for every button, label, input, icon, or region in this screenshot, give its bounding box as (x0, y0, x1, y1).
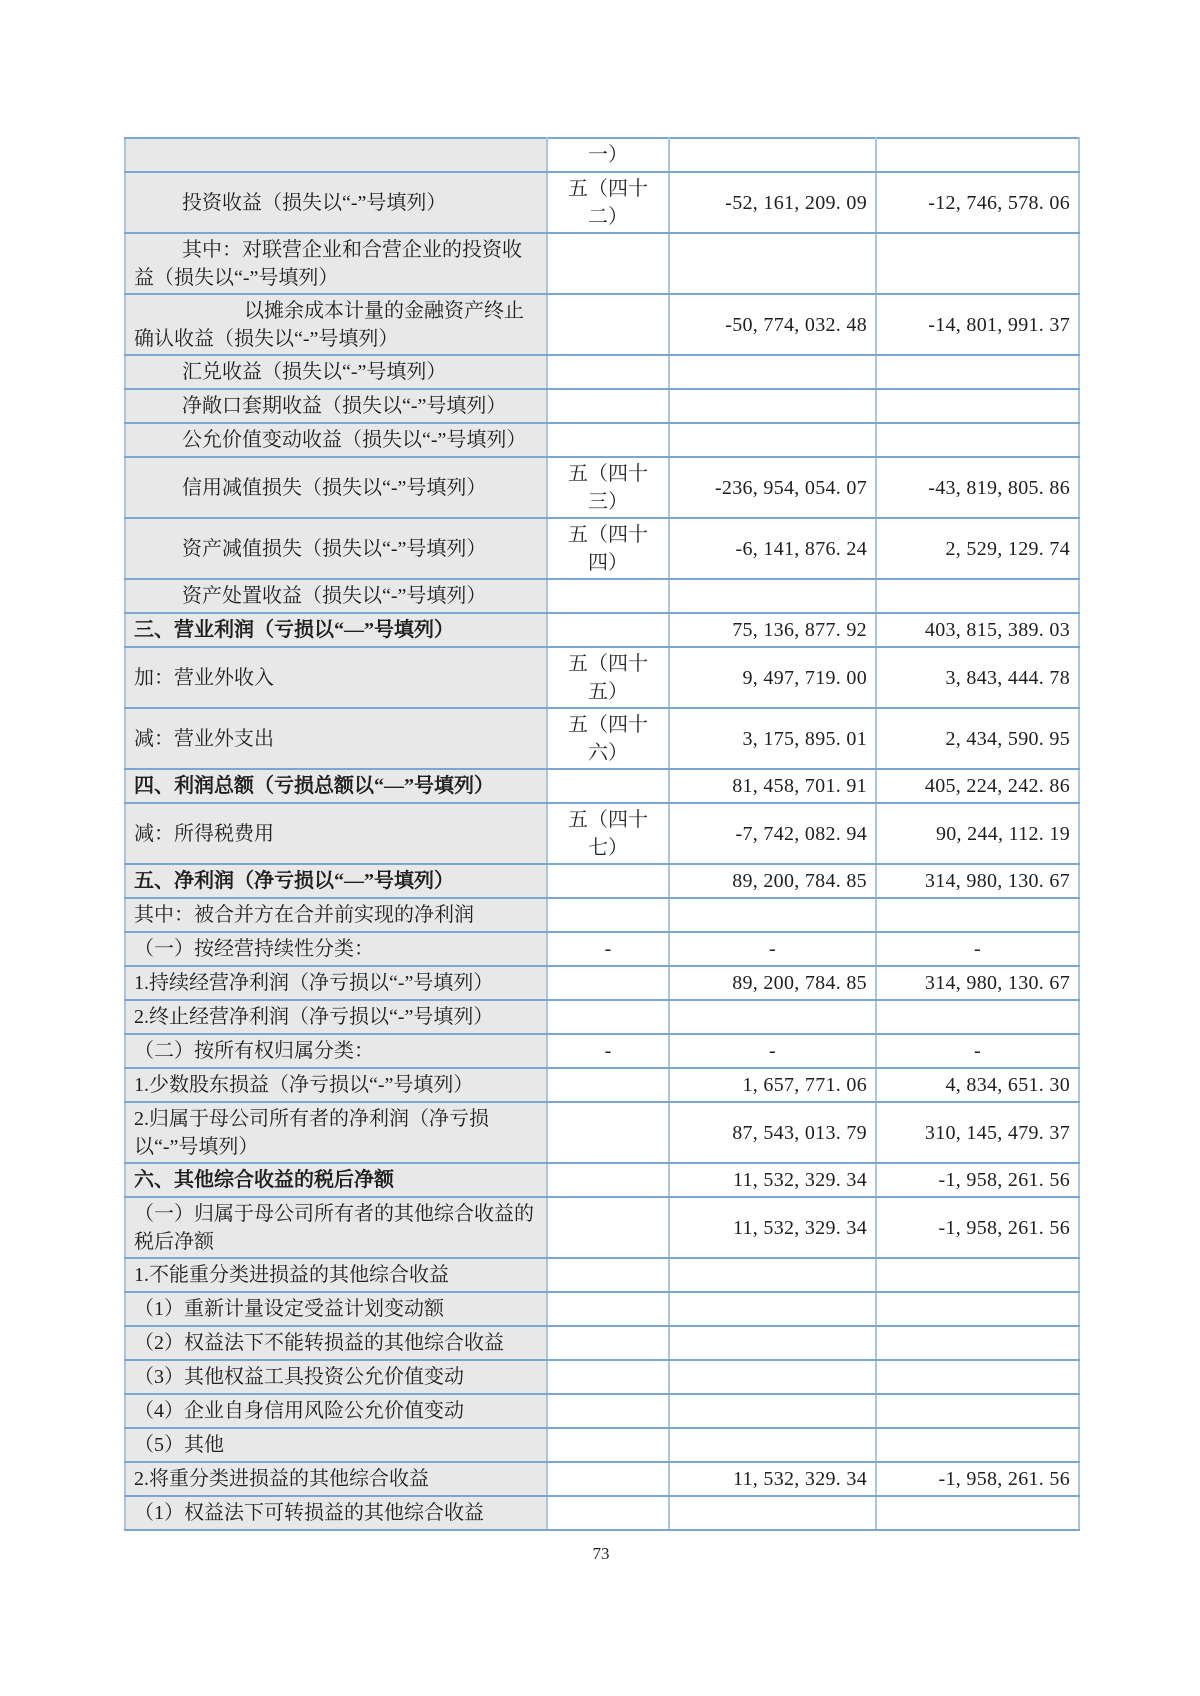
current-period-amount-cell: 11, 532, 329. 34 (669, 1462, 876, 1496)
current-period-amount-cell (669, 1360, 876, 1394)
current-period-amount-cell (669, 355, 876, 389)
prior-period-amount-cell (876, 355, 1079, 389)
prior-period-amount-cell (876, 1258, 1079, 1292)
table-row (125, 233, 1079, 294)
item-label-cell: 以摊余成本计量的金融资产终止确认收益（损失以“-”号填列） (125, 294, 547, 355)
prior-period-amount-cell: 403, 815, 389. 03 (876, 613, 1079, 647)
prior-period-amount-cell: 2, 529, 129. 74 (876, 518, 1079, 579)
note-reference-cell: 五（四十二） (547, 172, 669, 233)
note-reference-cell (547, 1197, 669, 1258)
current-period-amount-cell: 89, 200, 784. 85 (669, 864, 876, 898)
prior-period-amount-cell (876, 389, 1079, 423)
table-row (125, 172, 1079, 233)
table-row (125, 613, 1079, 647)
item-label-cell: （4）企业自身信用风险公允价值变动 (125, 1394, 547, 1428)
prior-period-amount-cell (876, 1496, 1079, 1530)
item-label-cell: （一）按经营持续性分类： (125, 932, 547, 966)
current-period-amount-cell (669, 389, 876, 423)
note-reference-cell (547, 233, 669, 294)
note-reference-cell (547, 769, 669, 803)
note-reference-cell: 五（四十五） (547, 647, 669, 708)
table-row (125, 1000, 1079, 1034)
item-label-cell: 其中：被合并方在合并前实现的净利润 (125, 898, 547, 932)
item-label-cell: 五、净利润（净亏损以“—”号填列） (125, 864, 547, 898)
prior-period-amount-cell: - (876, 1034, 1079, 1068)
item-label-cell: （3）其他权益工具投资公允价值变动 (125, 1360, 547, 1394)
prior-period-amount-cell (876, 1292, 1079, 1326)
table-row (125, 518, 1079, 579)
table-row (125, 1292, 1079, 1326)
note-reference-cell (547, 423, 669, 457)
current-period-amount-cell (669, 1496, 876, 1530)
item-label-cell: （一）归属于母公司所有者的其他综合收益的税后净额 (125, 1197, 547, 1258)
note-reference-cell (547, 1394, 669, 1428)
current-period-amount-cell: 81, 458, 701. 91 (669, 769, 876, 803)
table-row (125, 579, 1079, 613)
table-row (125, 864, 1079, 898)
current-period-amount-cell: 89, 200, 784. 85 (669, 966, 876, 1000)
note-reference-cell (547, 1258, 669, 1292)
note-reference-cell: - (547, 932, 669, 966)
prior-period-amount-cell: 310, 145, 479. 37 (876, 1102, 1079, 1163)
note-reference-cell (547, 1326, 669, 1360)
item-label-cell: 1.少数股东损益（净亏损以“-”号填列） (125, 1068, 547, 1102)
item-label-cell: 减：所得税费用 (125, 803, 547, 864)
table-row (125, 1197, 1079, 1258)
current-period-amount-cell: -52, 161, 209. 09 (669, 172, 876, 233)
prior-period-amount-cell (876, 1428, 1079, 1462)
table-row (125, 138, 1079, 172)
note-reference-cell: - (547, 1034, 669, 1068)
item-label-cell: （1）权益法下可转损益的其他综合收益 (125, 1496, 547, 1530)
current-period-amount-cell: -7, 742, 082. 94 (669, 803, 876, 864)
note-reference-cell: 五（四十四） (547, 518, 669, 579)
item-label-cell: 六、其他综合收益的税后净额 (125, 1163, 547, 1197)
item-label-cell: 加：营业外收入 (125, 647, 547, 708)
table-row (125, 647, 1079, 708)
current-period-amount-cell (669, 1258, 876, 1292)
prior-period-amount-cell (876, 138, 1079, 172)
current-period-amount-cell: -6, 141, 876. 24 (669, 518, 876, 579)
table-row (125, 1258, 1079, 1292)
table-row (125, 898, 1079, 932)
note-reference-cell (547, 389, 669, 423)
note-reference-cell: 一） (547, 138, 669, 172)
item-label-cell: 四、利润总额（亏损总额以“—”号填列） (125, 769, 547, 803)
note-reference-cell (547, 898, 669, 932)
note-reference-cell (547, 1163, 669, 1197)
current-period-amount-cell (669, 233, 876, 294)
note-reference-cell (547, 1000, 669, 1034)
item-label-cell: 净敞口套期收益（损失以“-”号填列） (125, 389, 547, 423)
table-row (125, 1360, 1079, 1394)
current-period-amount-cell (669, 1394, 876, 1428)
note-reference-cell (547, 1068, 669, 1102)
current-period-amount-cell: 75, 136, 877. 92 (669, 613, 876, 647)
item-label-cell: 1.不能重分类进损益的其他综合收益 (125, 1258, 547, 1292)
table-row (125, 1102, 1079, 1163)
table-row (125, 1326, 1079, 1360)
prior-period-amount-cell (876, 233, 1079, 294)
prior-period-amount-cell (876, 1394, 1079, 1428)
current-period-amount-cell: - (669, 1034, 876, 1068)
current-period-amount-cell (669, 1428, 876, 1462)
table-row (125, 932, 1079, 966)
current-period-amount-cell (669, 423, 876, 457)
note-reference-cell (547, 1292, 669, 1326)
current-period-amount-cell: 11, 532, 329. 34 (669, 1197, 876, 1258)
prior-period-amount-cell (876, 579, 1079, 613)
note-reference-cell (547, 1462, 669, 1496)
table-row (125, 1496, 1079, 1530)
prior-period-amount-cell: -14, 801, 991. 37 (876, 294, 1079, 355)
prior-period-amount-cell: 314, 980, 130. 67 (876, 966, 1079, 1000)
current-period-amount-cell (669, 138, 876, 172)
prior-period-amount-cell: -1, 958, 261. 56 (876, 1197, 1079, 1258)
current-period-amount-cell: 1, 657, 771. 06 (669, 1068, 876, 1102)
prior-period-amount-cell (876, 1360, 1079, 1394)
current-period-amount-cell: - (669, 932, 876, 966)
prior-period-amount-cell: - (876, 932, 1079, 966)
current-period-amount-cell (669, 1292, 876, 1326)
prior-period-amount-cell (876, 898, 1079, 932)
note-reference-cell: 五（四十六） (547, 708, 669, 769)
item-label-cell: （1）重新计量设定受益计划变动额 (125, 1292, 547, 1326)
page-number: 73 (592, 1544, 610, 1563)
item-label-cell: 减：营业外支出 (125, 708, 547, 769)
prior-period-amount-cell: 4, 834, 651. 30 (876, 1068, 1079, 1102)
item-label-cell: （5）其他 (125, 1428, 547, 1462)
table-row (125, 294, 1079, 355)
current-period-amount-cell: 9, 497, 719. 00 (669, 647, 876, 708)
current-period-amount-cell: 87, 543, 013. 79 (669, 1102, 876, 1163)
table-row (125, 1068, 1079, 1102)
income-statement-body (125, 138, 1079, 1530)
table-row (125, 1428, 1079, 1462)
item-label-cell: （2）权益法下不能转损益的其他综合收益 (125, 1326, 547, 1360)
prior-period-amount-cell (876, 1326, 1079, 1360)
table-row (125, 423, 1079, 457)
table-row (125, 1394, 1079, 1428)
note-reference-cell (547, 966, 669, 1000)
note-reference-cell (547, 1496, 669, 1530)
note-reference-cell (547, 613, 669, 647)
item-label-cell: 2.归属于母公司所有者的净利润（净亏损以“-”号填列） (125, 1102, 547, 1163)
prior-period-amount-cell: 90, 244, 112. 19 (876, 803, 1079, 864)
document-page (124, 137, 1078, 1564)
item-label-cell: 1.持续经营净利润（净亏损以“-”号填列） (125, 966, 547, 1000)
table-row (125, 708, 1079, 769)
item-label-cell: 2.将重分类进损益的其他综合收益 (125, 1462, 547, 1496)
prior-period-amount-cell: 2, 434, 590. 95 (876, 708, 1079, 769)
current-period-amount-cell (669, 1326, 876, 1360)
current-period-amount-cell: -236, 954, 054. 07 (669, 457, 876, 518)
current-period-amount-cell: 11, 532, 329. 34 (669, 1163, 876, 1197)
item-label-cell: 资产减值损失（损失以“-”号填列） (125, 518, 547, 579)
current-period-amount-cell (669, 579, 876, 613)
prior-period-amount-cell: -12, 746, 578. 06 (876, 172, 1079, 233)
prior-period-amount-cell (876, 1000, 1079, 1034)
note-reference-cell (547, 355, 669, 389)
item-label-cell: （二）按所有权归属分类： (125, 1034, 547, 1068)
item-label-cell: 投资收益（损失以“-”号填列） (125, 172, 547, 233)
item-label-cell (125, 138, 547, 172)
note-reference-cell (547, 1428, 669, 1462)
prior-period-amount-cell: 3, 843, 444. 78 (876, 647, 1079, 708)
prior-period-amount-cell: 314, 980, 130. 67 (876, 864, 1079, 898)
table-row (125, 769, 1079, 803)
item-label-cell: 2.终止经营净利润（净亏损以“-”号填列） (125, 1000, 547, 1034)
current-period-amount-cell (669, 1000, 876, 1034)
table-row (125, 355, 1079, 389)
note-reference-cell (547, 294, 669, 355)
current-period-amount-cell: -50, 774, 032. 48 (669, 294, 876, 355)
note-reference-cell: 五（四十三） (547, 457, 669, 518)
item-label-cell: 信用减值损失（损失以“-”号填列） (125, 457, 547, 518)
item-label-cell: 资产处置收益（损失以“-”号填列） (125, 579, 547, 613)
current-period-amount-cell: 3, 175, 895. 01 (669, 708, 876, 769)
prior-period-amount-cell: -43, 819, 805. 86 (876, 457, 1079, 518)
prior-period-amount-cell: -1, 958, 261. 56 (876, 1462, 1079, 1496)
prior-period-amount-cell: -1, 958, 261. 56 (876, 1163, 1079, 1197)
table-row (125, 966, 1079, 1000)
item-label-cell: 三、营业利润（亏损以“—”号填列） (125, 613, 547, 647)
table-row (125, 457, 1079, 518)
item-label-cell: 其中：对联营企业和合营企业的投资收益（损失以“-”号填列） (125, 233, 547, 294)
note-reference-cell (547, 1360, 669, 1394)
table-row (125, 1034, 1079, 1068)
item-label-cell: 公允价值变动收益（损失以“-”号填列） (125, 423, 547, 457)
prior-period-amount-cell (876, 423, 1079, 457)
table-row (125, 389, 1079, 423)
note-reference-cell (547, 579, 669, 613)
note-reference-cell: 五（四十七） (547, 803, 669, 864)
item-label-cell: 汇兑收益（损失以“-”号填列） (125, 355, 547, 389)
income-statement-table (124, 137, 1080, 1531)
table-row (125, 803, 1079, 864)
table-row (125, 1163, 1079, 1197)
note-reference-cell (547, 1102, 669, 1163)
note-reference-cell (547, 864, 669, 898)
prior-period-amount-cell: 405, 224, 242. 86 (876, 769, 1079, 803)
table-row (125, 1462, 1079, 1496)
current-period-amount-cell (669, 898, 876, 932)
